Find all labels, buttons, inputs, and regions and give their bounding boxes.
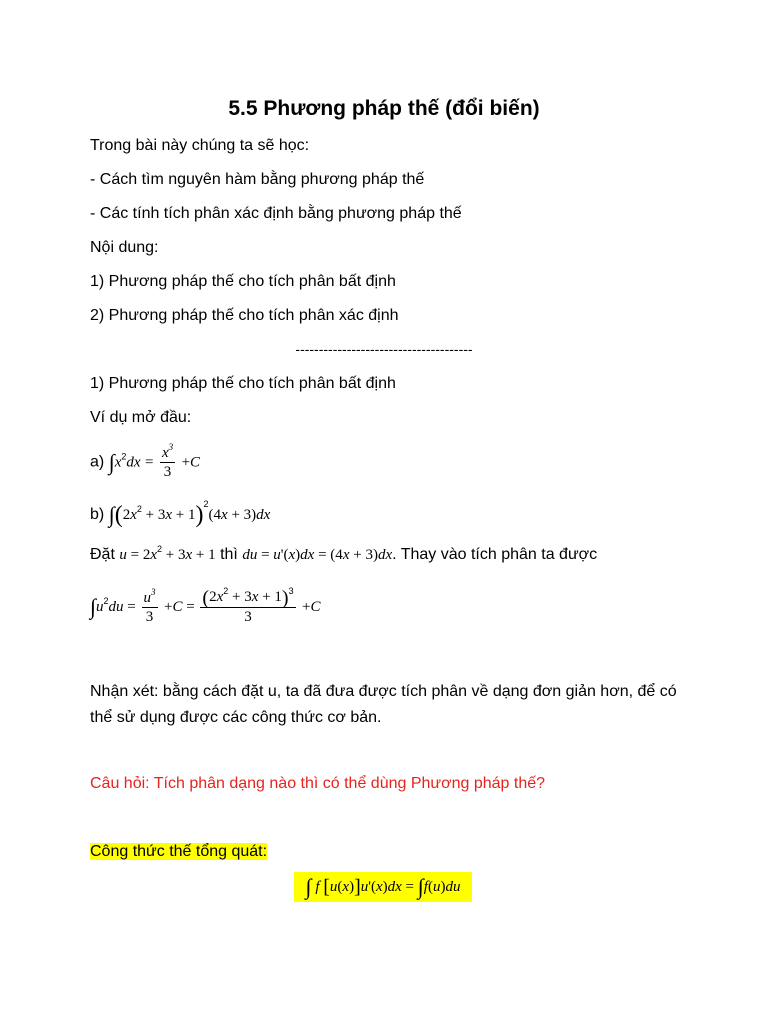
content-label: Nội dung: (90, 239, 159, 256)
content-item-1: 1) Phương pháp thế cho tích phân bất định (90, 273, 396, 290)
section-1-heading: 1) Phương pháp thế cho tích phân bất định (90, 375, 396, 392)
substitution-prefix: Đặt (90, 546, 115, 563)
substitution-mid: thì (220, 546, 238, 563)
question-text: Câu hỏi: Tích phân dạng nào thì có thể dùng Phương pháp thế? (90, 775, 546, 792)
page-title: 5.5 Phương pháp thế (đổi biến) (228, 97, 540, 120)
remark-line-2: thể sử dụng được các công thức cơ bản. (90, 709, 382, 726)
goal-item-2: - Các tính tích phân xác định bằng phương pháp thế (90, 205, 462, 222)
general-formula-label (90, 842, 267, 862)
example-a-formula: a) $\int x^2dx$ = $\frac{x^3}{3}$ +C (90, 442, 201, 480)
example-label: Ví dụ mở đầu: (90, 409, 192, 426)
substitution-suffix: . Thay vào tích phân ta được (392, 546, 598, 563)
goal-item-1: - Cách tìm nguyên hàm bằng phương pháp thế (90, 171, 425, 188)
content-item-2: 2) Phương pháp thế cho tích phân xác định (90, 307, 399, 324)
remark-line-1: Nhận xét: bằng cách đặt u, ta đã đưa được tích phân về dạng đơn giản hơn, để có (90, 683, 677, 700)
general-substitution-formula: ∫ f [u(x)]u'(x)dx = ∫f(u)du (294, 872, 472, 902)
section-separator: -------------------------------------- (295, 341, 473, 357)
general-formula-label-text: Công thức thế tổng quát: (90, 843, 268, 860)
substitution-line: Đặt $u = 2x^2 + 3x + 1$ thì du = u'(x)dx = (4x + 3)dx. Thay vào tích phân ta được (90, 544, 598, 563)
intro-text: Trong bài này chúng ta sẽ học: (90, 137, 310, 154)
result-formula: $\int u^2du$ = $\frac{u^3}{3}$ +C = $\frac{(2x^2 + 3x + 1)^3}{3}$ +C (90, 586, 321, 625)
example-a-label: a) (90, 453, 105, 471)
example-b-label: b) (90, 506, 105, 523)
example-b-formula: b) $\int(2x^2 + 3x + 1)^2(4x + 3)dx$ (90, 499, 271, 528)
